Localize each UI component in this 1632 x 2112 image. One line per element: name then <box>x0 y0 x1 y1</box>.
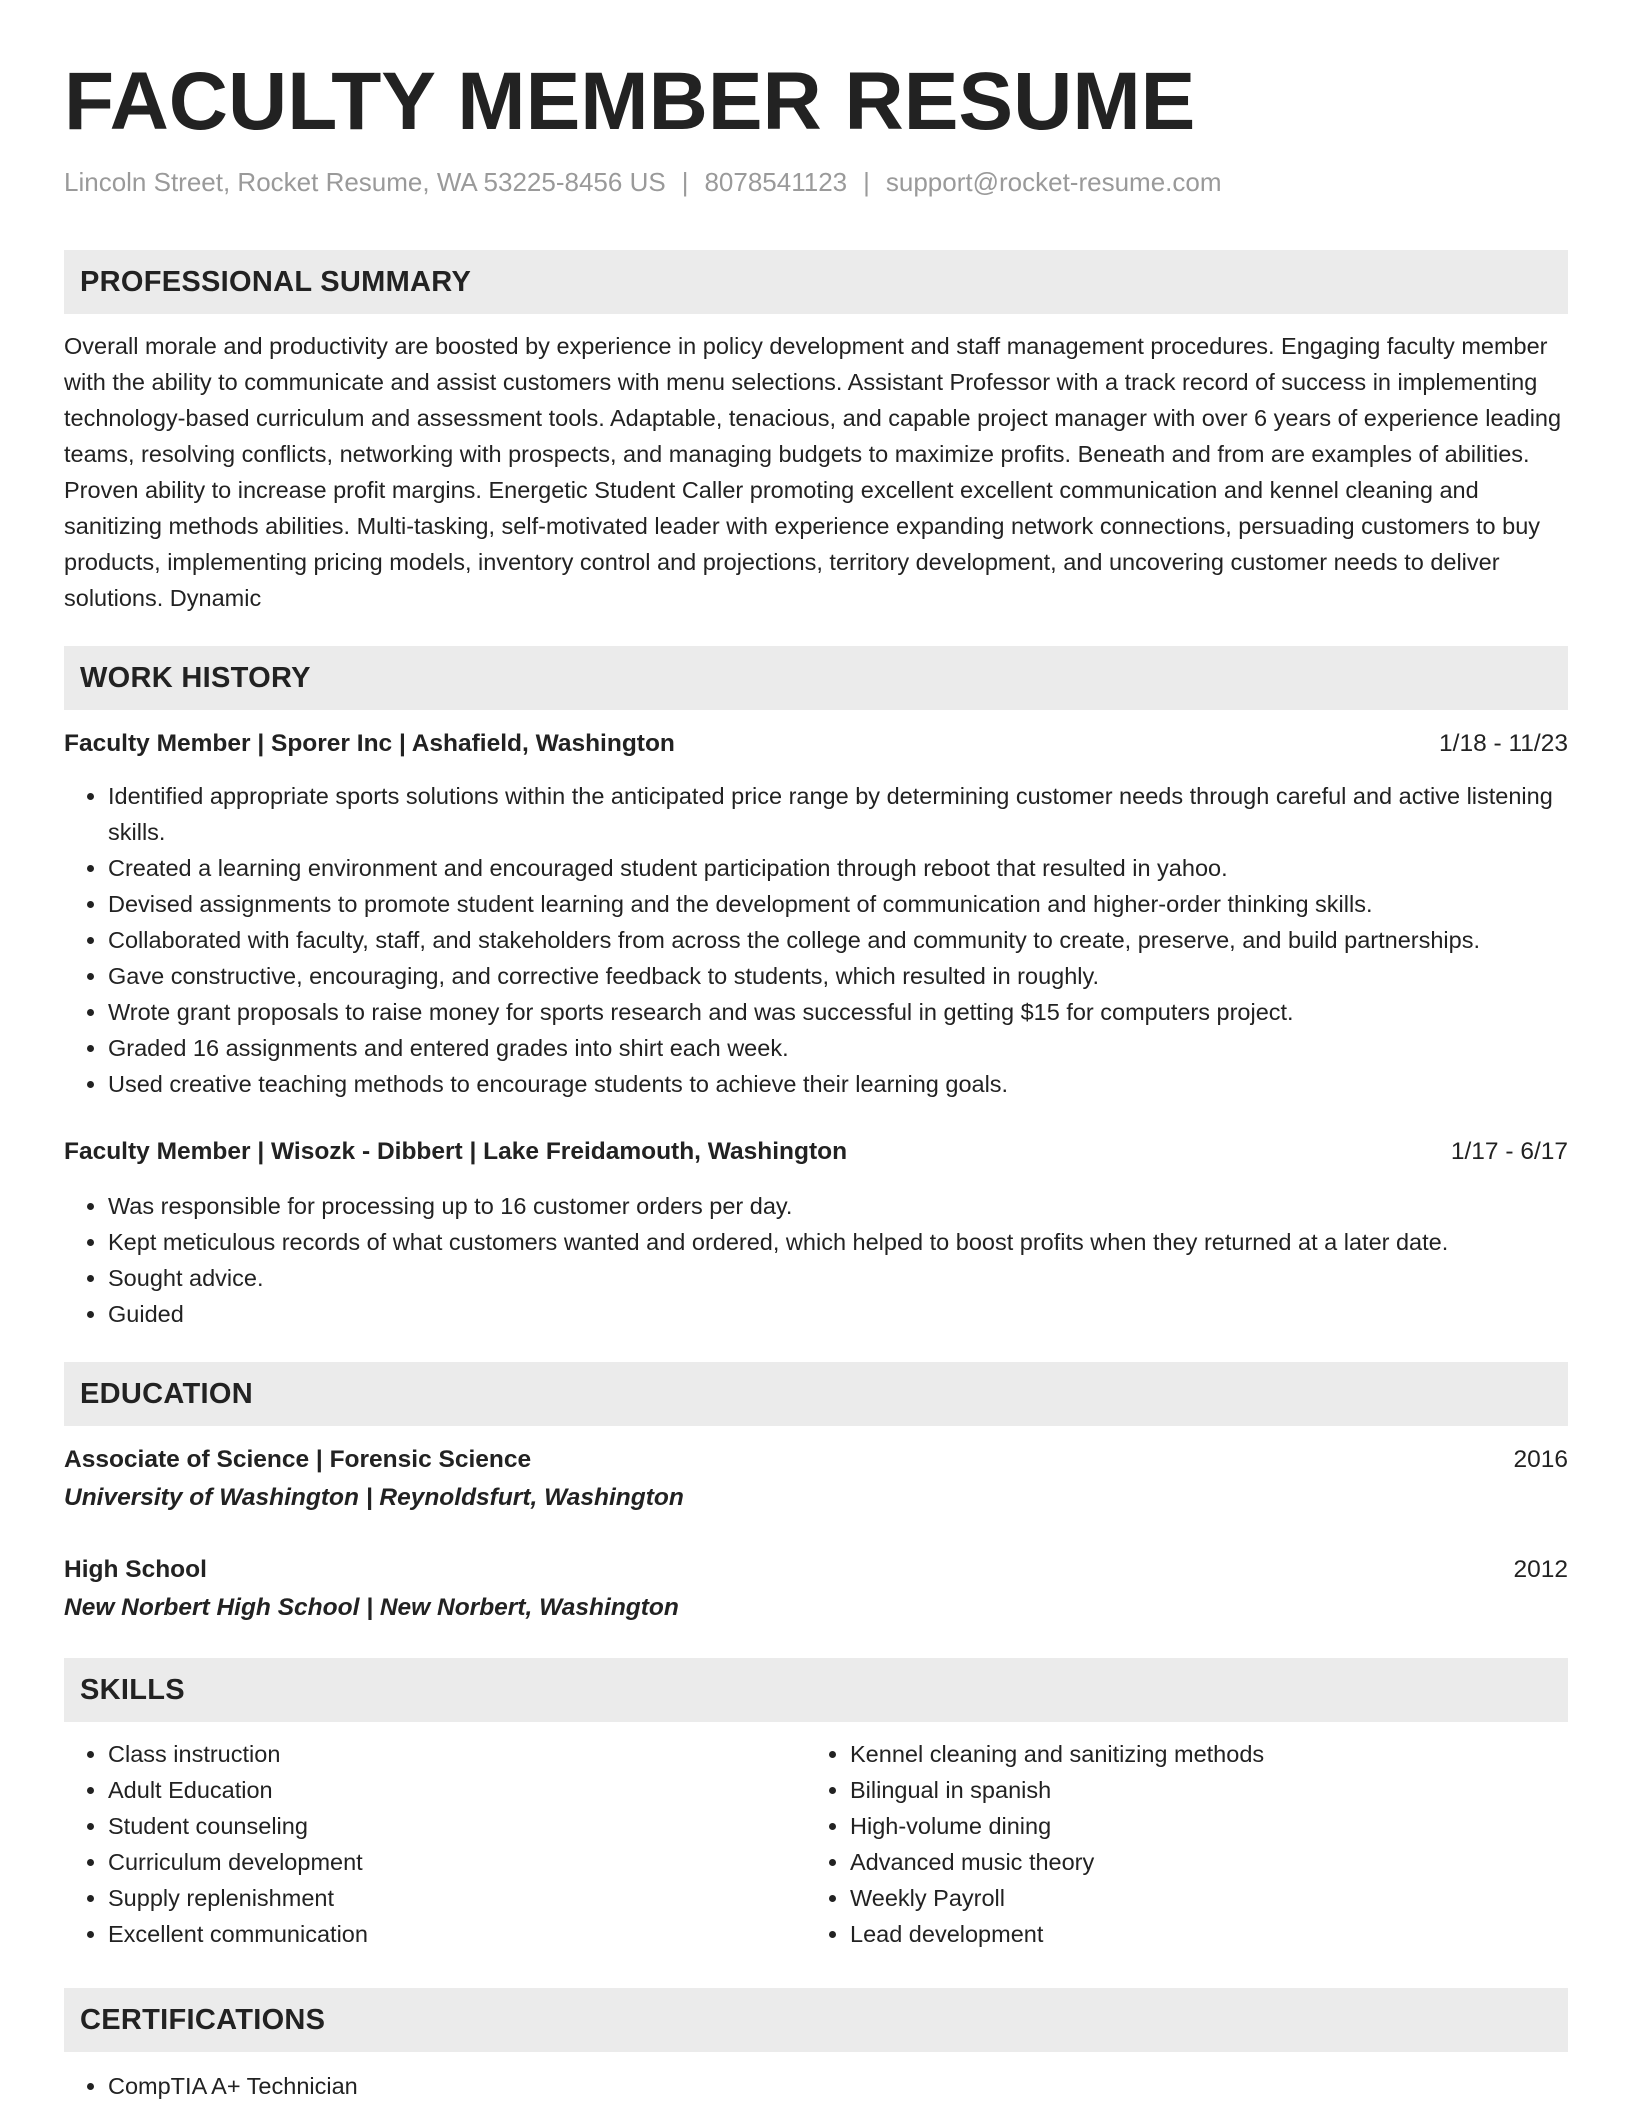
contact-separator: | <box>863 167 870 197</box>
skills-bullets <box>64 1736 806 1952</box>
job-bullet: • Sought advice. <box>108 1260 1568 1296</box>
resume-page <box>64 0 1568 2104</box>
job-bullet: • Graded 16 assignments and entered grades into shirt each week. <box>108 1030 1568 1066</box>
skill-item: • Adult Education <box>108 1772 806 1808</box>
job-bullet: • Gave constructive, encouraging, and corrective feedback to students, which resulted in roughly. <box>108 958 1568 994</box>
job-bullet: • Used creative teaching methods to encourage students to achieve their learning goals. <box>108 1066 1568 1102</box>
section-heading-work-history: WORK HISTORY <box>64 646 1568 710</box>
job-bullet: • Collaborated with faculty, staff, and stakeholders from across the college and community to create, preserve, and build partnerships. <box>108 922 1568 958</box>
job-entry <box>64 1134 1568 1332</box>
contact-separator: | <box>681 167 689 197</box>
contact-line <box>64 166 1568 198</box>
summary-text: Overall morale and productivity are boosted by experience in policy development and staff management procedures. Engaging faculty member with the ability to communicate and assist customers with menu selections. Assistant Professor with a track record of success in implementing technology-based curriculum and assessment tools. Adaptable, tenacious, and capable project manager with over 6 years of experience leading teams, resolving conflicts, networking with prospects, and managing budgets to maximize profits. Beneath and from are examples of abilities. Proven ability to increase profit margins. Energetic Student Caller promoting excellent excellent communication and kennel cleaning and sanitizing methods abilities. Multi-tasking, self-motivated leader with experience expanding network connections, persuading customers to buy products, implementing pricing models, inventory control and projections, territory development, and uncovering customer needs to deliver solutions. Dynamic <box>64 333 1562 611</box>
job-bullets <box>64 778 1568 1102</box>
skill-item: • Kennel cleaning and sanitizing methods <box>850 1736 1548 1772</box>
section-heading-skills: SKILLS <box>64 1658 1568 1722</box>
section-heading-summary: PROFESSIONAL SUMMARY <box>64 250 1568 314</box>
skill-item: • Lead development <box>850 1916 1548 1952</box>
education-year: 2012 <box>1513 1556 1568 1583</box>
job-bullet: • Wrote grant proposals to raise money for sports research and was successful in getting $15 for computers project. <box>108 994 1568 1030</box>
certification-item: • CompTIA A+ Technician <box>108 2068 1568 2104</box>
job-bullets <box>64 1188 1568 1332</box>
education-header <box>64 1442 1568 1478</box>
skills-list <box>64 1736 1568 1952</box>
resume-title: FACULTY MEMBER RESUME <box>64 56 1196 147</box>
education-degree: High School <box>64 1556 207 1583</box>
job-bullet: • Created a learning environment and encouraged student participation through reboot that resulted in yahoo. <box>108 850 1568 886</box>
skill-item: • Curriculum development <box>108 1844 806 1880</box>
skill-item: • Class instruction <box>108 1736 806 1772</box>
skill-item: • Bilingual in spanish <box>850 1772 1548 1808</box>
skill-item: • Weekly Payroll <box>850 1880 1548 1916</box>
education-entry <box>64 1442 1568 1518</box>
job-header <box>64 1134 1568 1170</box>
education-school: New Norbert High School | New Norbert, Washington <box>64 1594 679 1621</box>
job-header <box>64 726 1568 762</box>
job-bullet: • Was responsible for processing up to 16 customer orders per day. <box>108 1188 1568 1224</box>
education-header <box>64 1552 1568 1588</box>
job-bullet: • Devised assignments to promote student learning and the development of communication and higher-order thinking skills. <box>108 886 1568 922</box>
skills-column-left <box>64 1736 806 1952</box>
job-bullet: • Kept meticulous records of what customers wanted and ordered, which helped to boost profits when they returned at a later date. <box>108 1224 1568 1260</box>
section-heading-education: EDUCATION <box>64 1362 1568 1426</box>
skills-column-right <box>806 1736 1548 1952</box>
job-dates: 1/17 - 6/17 <box>1450 1138 1568 1165</box>
contact-address: Lincoln Street, Rocket Resume, WA 53225-8456 US <box>64 167 666 197</box>
skill-item: • High-volume dining <box>850 1808 1548 1844</box>
education-degree: Associate of Science | Forensic Science <box>64 1446 532 1473</box>
skill-item: • Excellent communication <box>108 1916 806 1952</box>
education-entry <box>64 1552 1568 1628</box>
job-entry <box>64 726 1568 1102</box>
certification-bullets <box>64 2068 1568 2104</box>
skills-bullets <box>806 1736 1548 1952</box>
education-year: 2016 <box>1513 1446 1568 1473</box>
education-school: University of Washington | Reynoldsfurt, Washington <box>64 1484 684 1511</box>
contact-phone: 8078541123 <box>704 167 848 197</box>
job-bullet: • Guided <box>108 1296 1568 1332</box>
job-bullet: • Identified appropriate sports solutions within the anticipated price range by determining customer needs through careful and active listening skills. <box>108 778 1568 850</box>
skill-item: • Student counseling <box>108 1808 806 1844</box>
job-dates: 1/18 - 11/23 <box>1439 730 1568 757</box>
skill-item: • Advanced music theory <box>850 1844 1548 1880</box>
contact-email: support@rocket-resume.com <box>885 167 1222 197</box>
section-heading-certifications: CERTIFICATIONS <box>64 1988 1568 2052</box>
job-title: Faculty Member | Wisozk - Dibbert | Lake Freidamouth, Washington <box>64 1138 848 1165</box>
job-title: Faculty Member | Sporer Inc | Ashafield, Washington <box>64 730 675 757</box>
skill-item: • Supply replenishment <box>108 1880 806 1916</box>
